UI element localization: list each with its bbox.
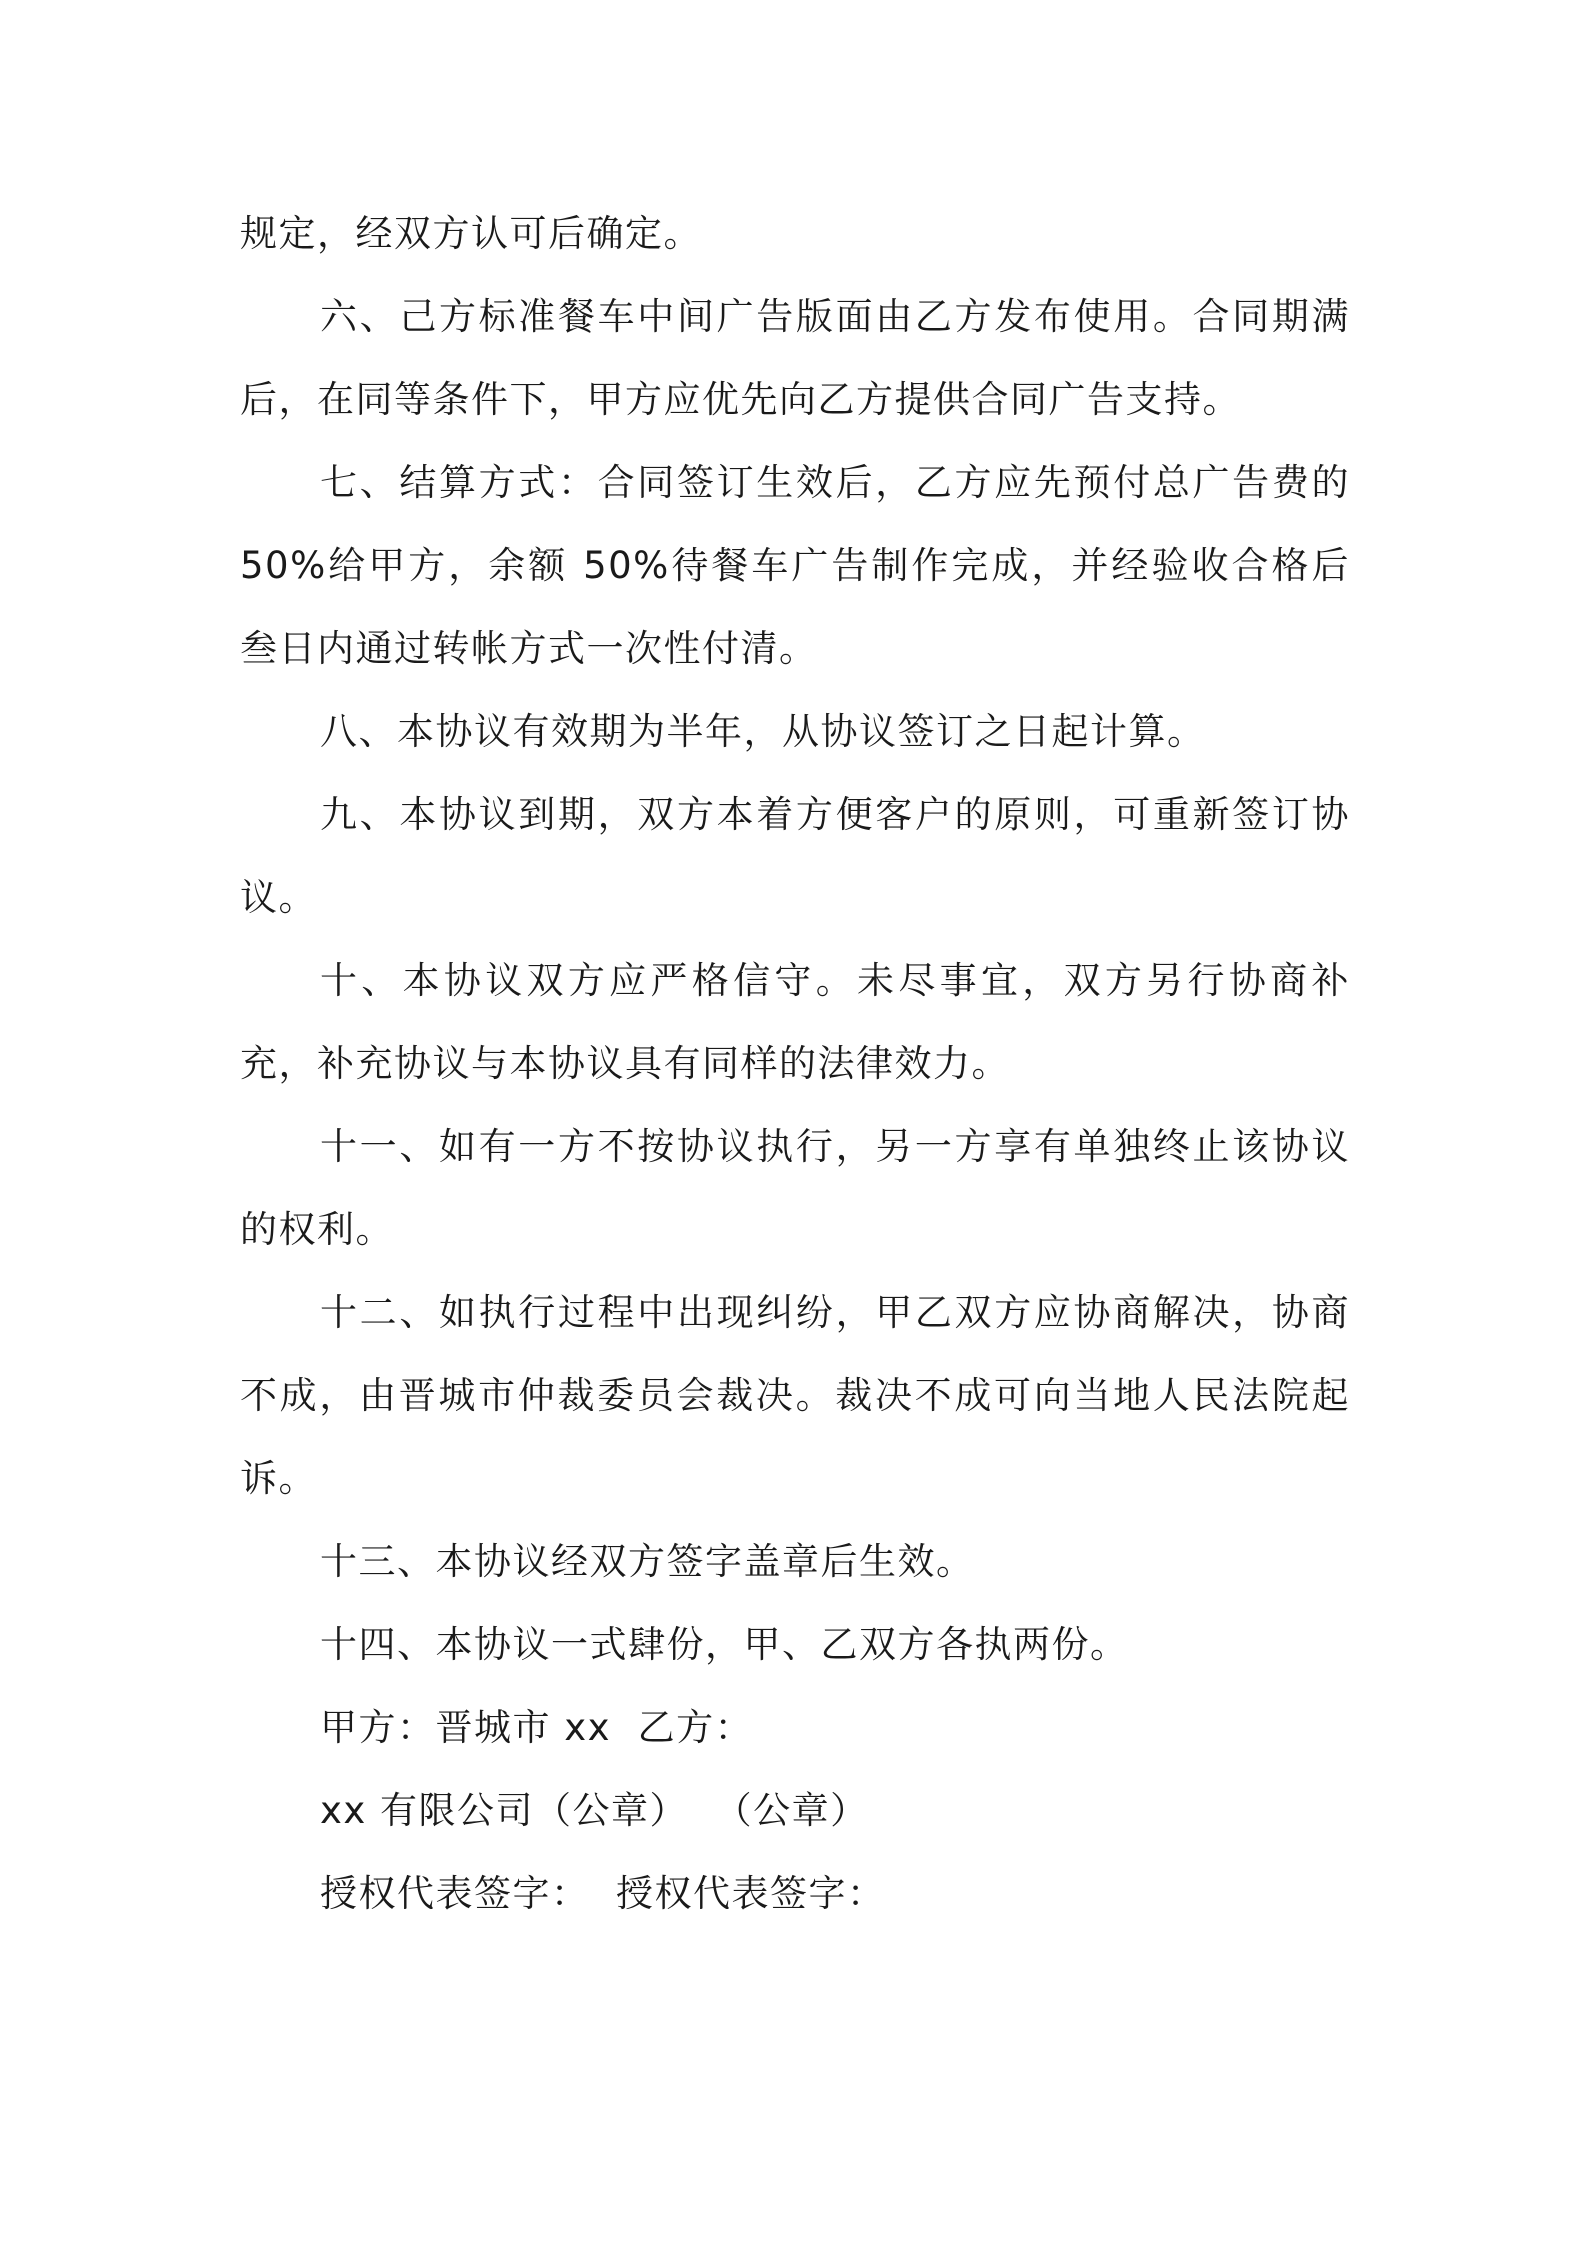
signature-parties-line: 甲方：晋城市 xx 乙方： [320, 1706, 754, 1749]
clause-12: 十二、如执行过程中出现纠纷，甲乙双方应协商解决，协商不成，由晋城市仲裁委员会裁决。裁决不成可向当地人民法院起诉。 [240, 1291, 1350, 1500]
signature-seal-line: xx 有限公司（公章） （公章） [320, 1789, 869, 1832]
clause-11: 十一、如有一方不按协议执行，另一方享有单独终止该协议的权利。 [240, 1125, 1350, 1251]
clause-6: 六、己方标准餐车中间广告版面由乙方发布使用。合同期满后，在同等条件下，甲方应优先向乙方提供合同广告支持。 [240, 295, 1350, 421]
clause-10: 十、本协议双方应严格信守。未尽事宜，双方另行协商补充，补充协议与本协议具有同样的法律效力。 [240, 959, 1350, 1085]
clause-9: 九、本协议到期，双方本着方便客户的原则，可重新签订协议。 [240, 793, 1350, 919]
paragraph-continuation: 规定，经双方认可后确定。 [240, 212, 702, 255]
contract-body [240, 192, 1350, 1935]
clause-14: 十四、本协议一式肆份，甲、乙双方各执两份。 [320, 1623, 1129, 1666]
clause-13: 十三、本协议经双方签字盖章后生效。 [320, 1540, 975, 1583]
clause-8: 八、本协议有效期为半年，从协议签订之日起计算。 [320, 710, 1206, 753]
clause-7: 七、结算方式：合同签订生效后，乙方应先预付总广告费的50%给甲方，余额 50%待餐车广告制作完成，并经验收合格后叁日内通过转帐方式一次性付清。 [240, 461, 1350, 670]
signature-representative-line: 授权代表签字： 授权代表签字： [320, 1872, 886, 1915]
